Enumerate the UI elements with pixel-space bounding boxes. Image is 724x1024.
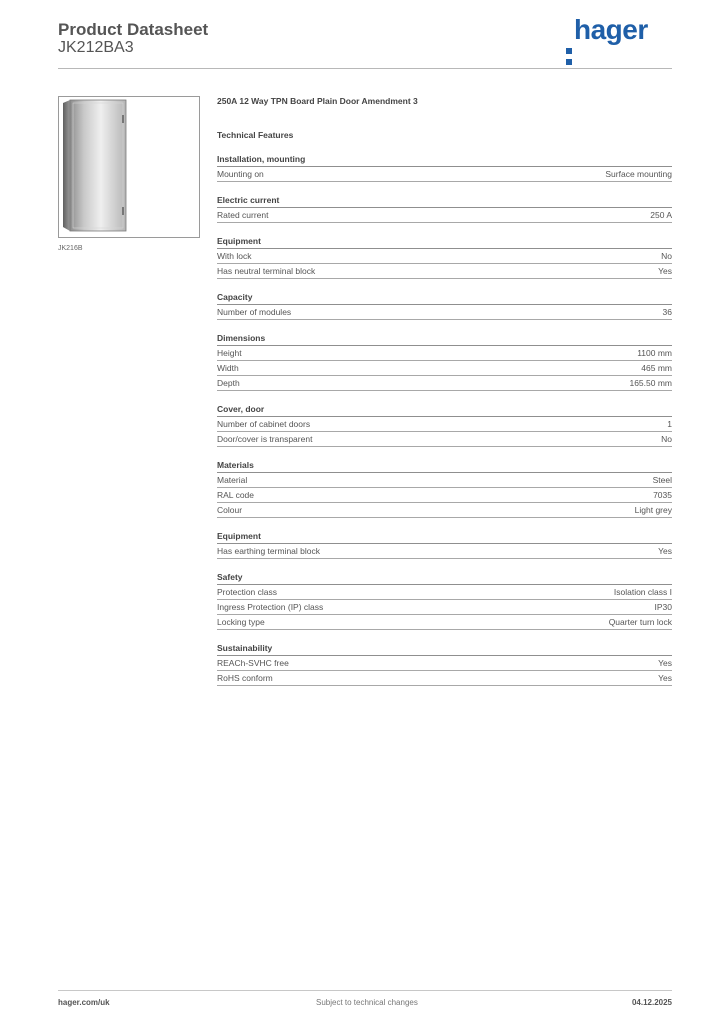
spec-value: Yes (658, 658, 672, 668)
spec-group (217, 153, 672, 182)
spec-label: Rated current (217, 210, 269, 220)
spec-group-title: Equipment (217, 235, 672, 249)
spec-group-title: Equipment (217, 530, 672, 544)
spec-group-title: Cover, door (217, 403, 672, 417)
spec-label: Height (217, 348, 242, 358)
footer-website: hager.com/uk (58, 998, 110, 1007)
spec-row (217, 600, 672, 615)
spec-row (217, 544, 672, 559)
spec-value: 250 A (650, 210, 672, 220)
spec-row (217, 305, 672, 320)
spec-label: Number of cabinet doors (217, 419, 311, 429)
spec-row (217, 361, 672, 376)
spec-row (217, 585, 672, 600)
spec-group (217, 194, 672, 223)
spec-value: 465 mm (641, 363, 672, 373)
spec-label: Width (217, 363, 239, 373)
spec-row (217, 615, 672, 630)
spec-label: Colour (217, 505, 243, 515)
spec-group-title: Safety (217, 571, 672, 585)
spec-row (217, 432, 672, 447)
spec-label: Locking type (217, 617, 265, 627)
spec-label: REACh-SVHC free (217, 658, 289, 668)
spec-group (217, 235, 672, 279)
image-caption: JK216B (58, 245, 83, 252)
footer-notice: Subject to technical changes (316, 998, 418, 1007)
spec-row (217, 208, 672, 223)
spec-label: Has neutral terminal block (217, 266, 316, 276)
spec-value: No (661, 434, 672, 444)
spec-row (217, 656, 672, 671)
spec-group (217, 571, 672, 630)
spec-label: Mounting on (217, 169, 264, 179)
spec-value: Steel (652, 475, 672, 485)
spec-label: RoHS conform (217, 673, 273, 683)
spec-label: Number of modules (217, 307, 292, 317)
spec-group (217, 530, 672, 559)
product-image (58, 96, 200, 238)
spec-row (217, 249, 672, 264)
spec-group-title: Sustainability (217, 642, 672, 656)
spec-group (217, 291, 672, 320)
spec-row (217, 264, 672, 279)
spec-value: Isolation class I (613, 587, 672, 597)
cabinet-illustration-icon (59, 97, 199, 237)
spec-label: RAL code (217, 490, 255, 500)
spec-value: Quarter turn lock (608, 617, 672, 627)
brand-logo (566, 14, 648, 46)
spec-label: Door/cover is transparent (217, 434, 313, 444)
product-code: JK212BA3 (58, 39, 134, 56)
spec-groups (217, 153, 672, 686)
spec-value: Surface mounting (605, 169, 672, 179)
spec-value: No (661, 251, 672, 261)
spec-row (217, 671, 672, 686)
spec-label: Has earthing terminal block (217, 546, 320, 556)
spec-group-title: Materials (217, 459, 672, 473)
spec-content (217, 95, 672, 686)
spec-row (217, 346, 672, 361)
spec-row (217, 488, 672, 503)
spec-group (217, 403, 672, 447)
spec-label: Material (217, 475, 248, 485)
spec-row (217, 503, 672, 518)
spec-value: 1100 mm (637, 348, 672, 358)
spec-value: Light grey (634, 505, 672, 515)
spec-label: Protection class (217, 587, 277, 597)
page-title: Product Datasheet (58, 20, 209, 39)
spec-value: 1 (667, 419, 672, 429)
footer-date: 04.12.2025 (631, 998, 672, 1007)
header-divider (58, 68, 672, 69)
footer-divider (58, 990, 672, 991)
product-description: 250A 12 Way TPN Board Plain Door Amendment 3 (217, 96, 418, 106)
spec-value: IP30 (654, 602, 672, 612)
spec-row (217, 167, 672, 182)
spec-group-title: Installation, mounting (217, 153, 672, 167)
brand-name: hager (574, 14, 648, 45)
spec-value: 7035 (653, 490, 672, 500)
spec-value: 165.50 mm (629, 378, 672, 388)
spec-group-title: Electric current (217, 194, 672, 208)
spec-value: 36 (662, 307, 672, 317)
spec-row (217, 417, 672, 432)
spec-value: Yes (658, 546, 672, 556)
technical-features-heading: Technical Features (217, 130, 294, 140)
spec-group (217, 459, 672, 518)
spec-value: Yes (658, 266, 672, 276)
spec-value: Yes (658, 673, 672, 683)
spec-group (217, 642, 672, 686)
spec-label: With lock (217, 251, 252, 261)
spec-row (217, 376, 672, 391)
spec-group (217, 332, 672, 391)
spec-group-title: Dimensions (217, 332, 672, 346)
spec-label: Ingress Protection (IP) class (217, 602, 324, 612)
spec-label: Depth (217, 378, 240, 388)
spec-row (217, 473, 672, 488)
spec-group-title: Capacity (217, 291, 672, 305)
